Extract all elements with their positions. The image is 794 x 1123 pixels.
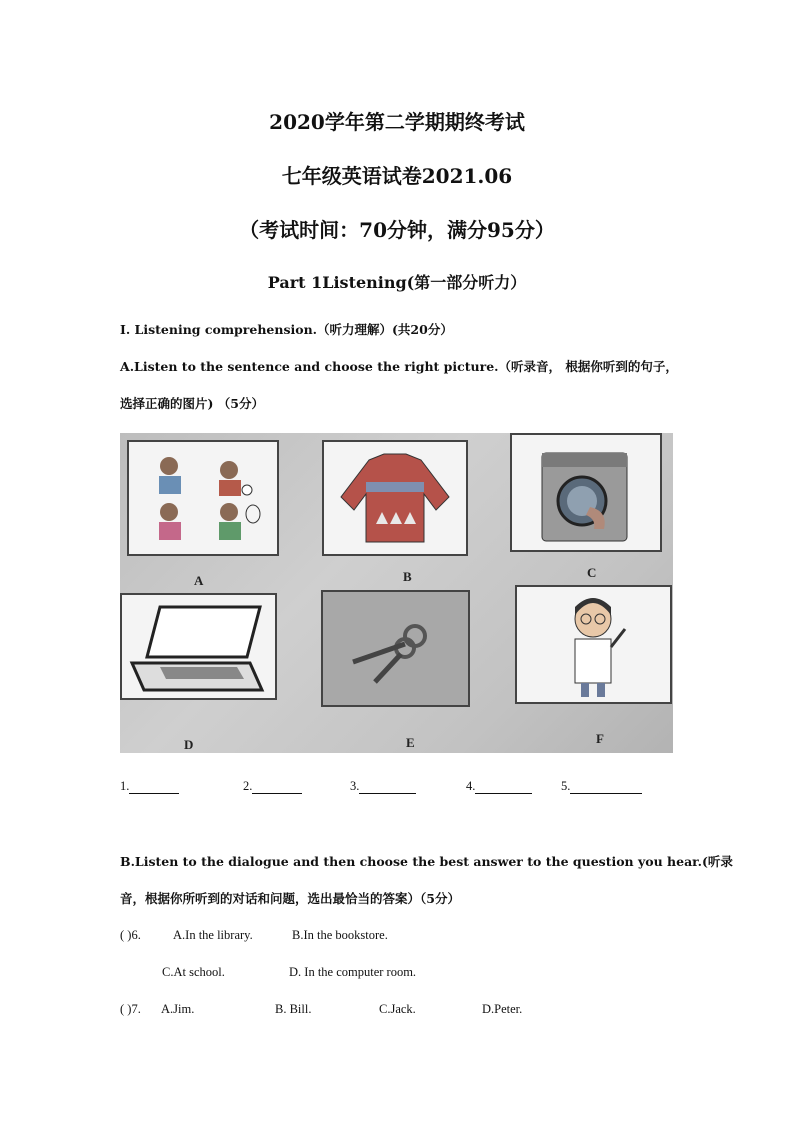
picture-label-f: F <box>596 731 604 746</box>
picture-d-laptop-icon <box>120 593 277 700</box>
picture-label-c: C <box>587 565 597 580</box>
section-i-heading: I. Listening comprehension.（听力理解）(共20分） <box>120 322 453 337</box>
answer-blank-2[interactable]: 2. <box>243 779 302 794</box>
picture-label-e: E <box>406 735 415 750</box>
exam-subtitle: 七年级英语试卷2021.06 <box>281 164 513 188</box>
answer-blank-3[interactable]: 3. <box>350 779 416 794</box>
picture-c-washing-machine-icon <box>510 433 662 552</box>
question-7-option-b: B. Bill. <box>275 1002 312 1016</box>
part-heading: Part 1Listening(第一部分听力） <box>267 273 527 292</box>
question-6-option-c: C.At school. <box>162 965 225 979</box>
section-a-instruction: A.Listen to the sentence and choose the right picture.（听录音， 根据你听到的句子， <box>120 359 678 374</box>
question-7-bracket[interactable]: ( )7. <box>120 1002 141 1016</box>
picture-b-sweater-icon <box>322 440 468 556</box>
answer-blank-1[interactable]: 1. <box>120 779 179 794</box>
question-7-option-a: A.Jim. <box>161 1002 195 1016</box>
question-6-option-b: B.In the bookstore. <box>292 928 388 942</box>
picture-e-keys-icon <box>321 590 470 707</box>
picture-label-a: A <box>194 573 204 588</box>
answer-blank-4[interactable]: 4. <box>466 779 532 794</box>
section-b-instruction: B.Listen to the dialogue and then choose the best answer to the question you hear.(听录 <box>120 854 733 869</box>
question-6-bracket[interactable]: ( )6. <box>120 928 141 942</box>
question-6-option-a: A.In the library. <box>173 928 253 942</box>
section-b-instruction-cont: 音，根据你所听到的对话和问题，选出最恰当的答案）（5分） <box>120 891 460 906</box>
exam-title: 2020学年第二学期期终考试 <box>269 110 525 134</box>
picture-a-children-icon <box>127 440 279 556</box>
picture-label-b: B <box>403 569 412 584</box>
answer-blank-5[interactable]: 5. <box>561 779 642 794</box>
picture-choices-photo <box>120 433 673 753</box>
exam-info: （考试时间：70分钟，满分95分） <box>239 218 555 242</box>
question-6-option-d: D. In the computer room. <box>289 965 417 979</box>
picture-f-doctor-icon <box>515 585 672 704</box>
question-7-option-c: C.Jack. <box>379 1002 416 1016</box>
picture-label-d: D <box>184 737 194 752</box>
question-7-option-d: D.Peter. <box>482 1002 523 1016</box>
section-a-instruction-cont: 选择正确的图片) （5分） <box>120 396 264 411</box>
